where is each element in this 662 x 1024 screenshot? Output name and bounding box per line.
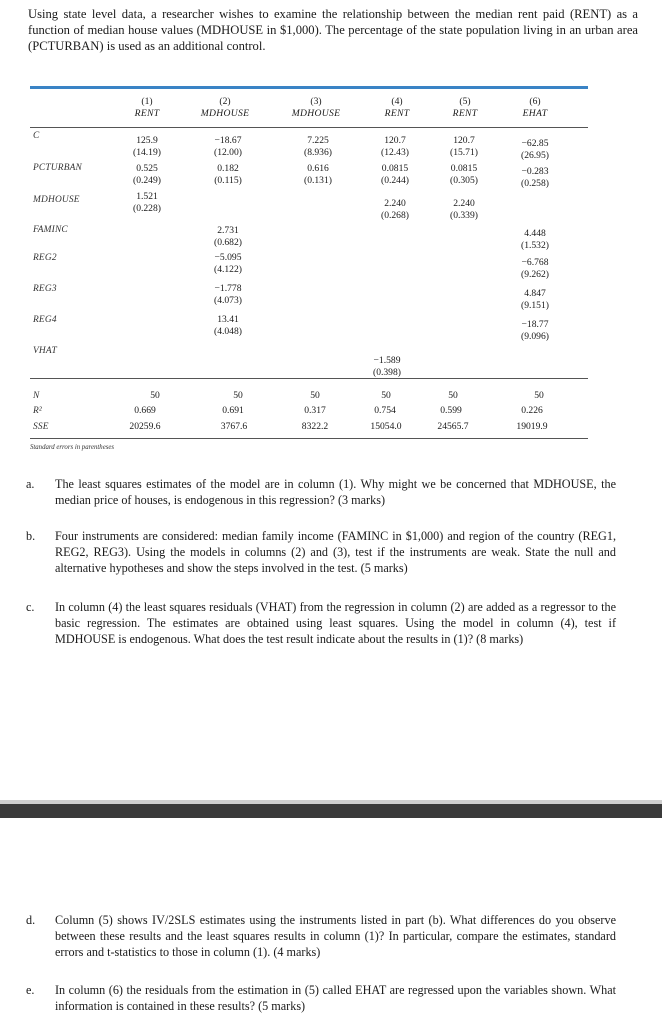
row-label-faminc: FAMINC	[33, 225, 68, 235]
table-cell: 50	[534, 390, 544, 401]
table-cell: (0.682)	[214, 237, 242, 248]
table-cell: (4.122)	[214, 264, 242, 275]
table-cell: 0.0815	[450, 163, 478, 174]
question-label: c.	[26, 600, 35, 614]
question-c	[26, 599, 616, 648]
table-cell: 125.9	[136, 135, 158, 146]
question-text: In column (4) the least squares residuals (VHAT) from the regression in column (2) are added as a regressor to the basic regression. The estimates are obtained using least squares. Using the model in column (4), test if MDHOUSE is endogenous. What does the test result indicate about the results in (1)? (8 marks)	[55, 600, 616, 647]
col-header-5: (5) RENT	[452, 96, 478, 119]
table-cell: (12.43)	[381, 147, 409, 158]
table-cell: 20259.6	[129, 421, 161, 432]
question-text: In column (6) the residuals from the estimation in (5) called EHAT are regressed upon the variables shown. What information is contained in these results? (5 marks)	[55, 983, 616, 1014]
col-header-4: (4) RENT	[384, 96, 410, 119]
table-cell: 0.691	[222, 405, 244, 416]
table-footnote: Standard errors in parentheses	[30, 444, 115, 451]
table-cell: 0.317	[304, 405, 326, 416]
table-cell: 15054.0	[370, 421, 402, 432]
table-cell: (1.532)	[521, 240, 549, 251]
page-separator	[0, 804, 662, 818]
table-cell: −18.77	[521, 319, 549, 330]
col-header-6: (6) EHAT	[522, 96, 548, 119]
table-cell: −18.67	[214, 135, 242, 146]
question-label: b.	[26, 529, 36, 543]
table-cell: (9.262)	[521, 269, 549, 280]
row-label-r2: R²	[33, 406, 42, 416]
table-cell: (9.151)	[521, 300, 549, 311]
question-text: The least squares estimates of the model are in column (1). Why might we be concerned that MDHOUSE, the median price of houses, is endogenous in this regression? (3 marks)	[55, 477, 616, 508]
intro-paragraph: Using state level data, a researcher wishes to examine the relationship between the median rent paid (RENT) as a function of median house values (MDHOUSE in $1,000). The percentage of the state population living in an urban area (PCTURBAN) is used as an additional control.	[28, 7, 638, 53]
header-rule	[30, 127, 588, 128]
table-cell: (0.228)	[133, 203, 161, 214]
table-cell: −5.095	[214, 252, 242, 263]
table-cell: 2.240	[384, 198, 406, 209]
table-cell: 13.41	[217, 314, 239, 325]
table-cell: 2.240	[453, 198, 475, 209]
table-cell: (8.936)	[304, 147, 332, 158]
table-cell: 0.0815	[381, 163, 409, 174]
table-cell: 50	[448, 390, 458, 401]
table-cell: 8322.2	[301, 421, 329, 432]
table-cell: 24565.7	[437, 421, 469, 432]
table-cell: (0.339)	[450, 210, 478, 221]
table-cell: (0.258)	[521, 178, 549, 189]
table-cell: (0.115)	[214, 175, 242, 186]
table-cell: 4.448	[524, 228, 546, 239]
table-cell: 0.182	[217, 163, 239, 174]
stats-bottom-rule	[30, 438, 588, 439]
table-cell: 50	[310, 390, 320, 401]
table-cell: 4.847	[524, 288, 546, 299]
table-cell: (0.398)	[373, 367, 401, 378]
row-label-sse: SSE	[33, 422, 49, 432]
table-cell: −62.85	[521, 138, 549, 149]
table-cell: 19019.9	[516, 421, 548, 432]
table-cell: 50	[150, 390, 160, 401]
table-cell: 120.7	[384, 135, 406, 146]
row-label-pcturban: PCTURBAN	[33, 163, 82, 173]
table-cell: 3767.6	[220, 421, 248, 432]
row-label-n: N	[33, 391, 40, 401]
question-e	[26, 982, 616, 1014]
table-cell: 2.731	[217, 225, 239, 236]
row-label-vhat: VHAT	[33, 346, 57, 356]
question-b	[26, 528, 616, 577]
question-label: e.	[26, 983, 35, 997]
table-cell: (0.131)	[304, 175, 332, 186]
col-header-3: (3) MDHOUSE	[291, 96, 341, 119]
table-cell: −1.778	[214, 283, 242, 294]
table-cell: (0.268)	[381, 210, 409, 221]
table-cell: (9.096)	[521, 331, 549, 342]
body-bottom-rule	[30, 378, 588, 379]
table-cell: (0.244)	[381, 175, 409, 186]
table-cell: 0.599	[440, 405, 462, 416]
table-cell: 0.525	[136, 163, 158, 174]
question-a	[26, 476, 616, 508]
table-cell: −0.283	[521, 166, 549, 177]
row-label-reg2: REG2	[33, 253, 57, 263]
col-header-2: (2) MDHOUSE	[200, 96, 250, 119]
table-cell: (0.305)	[450, 175, 478, 186]
col-header-1: (1) RENT	[134, 96, 160, 119]
question-text: Column (5) shows IV/2SLS estimates using the instruments listed in part (b). What differences do you observe between these results and the least squares results in column (1)? In particular, compare the estimates, standard errors and t-statistics to those in column (1). (4 marks)	[55, 913, 616, 960]
table-cell: (15.71)	[450, 147, 478, 158]
table-cell: (26.95)	[521, 150, 549, 161]
question-label: d.	[26, 913, 36, 927]
table-cell: −6.768	[521, 257, 549, 268]
table-cell: 7.225	[307, 135, 329, 146]
row-label-reg3: REG3	[33, 284, 57, 294]
table-cell: 0.616	[307, 163, 329, 174]
table-cell: (4.048)	[214, 326, 242, 337]
table-cell: 120.7	[453, 135, 475, 146]
table-cell: 0.669	[134, 405, 156, 416]
question-text: Four instruments are considered: median family income (FAMINC in $1,000) and region of the country (REG1, REG2, REG3). Using the models in columns (2) and (3), test if the instruments are weak. State the null and alternative hypotheses and show the steps involved in the test. (5 marks)	[55, 529, 616, 576]
table-cell: (0.249)	[133, 175, 161, 186]
table-cell: 50	[233, 390, 243, 401]
table-cell: 0.754	[374, 405, 396, 416]
table-cell: (14.19)	[133, 147, 161, 158]
table-cell: 1.521	[136, 191, 158, 202]
table-top-rule	[30, 86, 588, 89]
row-label-reg4: REG4	[33, 315, 57, 325]
question-label: a.	[26, 477, 35, 491]
question-d	[26, 912, 616, 961]
table-cell: 50	[381, 390, 391, 401]
row-label-mdhouse: MDHOUSE	[33, 195, 80, 205]
table-cell: −1.589	[373, 355, 401, 366]
table-cell: (4.073)	[214, 295, 242, 306]
table-cell: (12.00)	[214, 147, 242, 158]
row-label-c: C	[33, 131, 40, 141]
table-cell: 0.226	[521, 405, 543, 416]
